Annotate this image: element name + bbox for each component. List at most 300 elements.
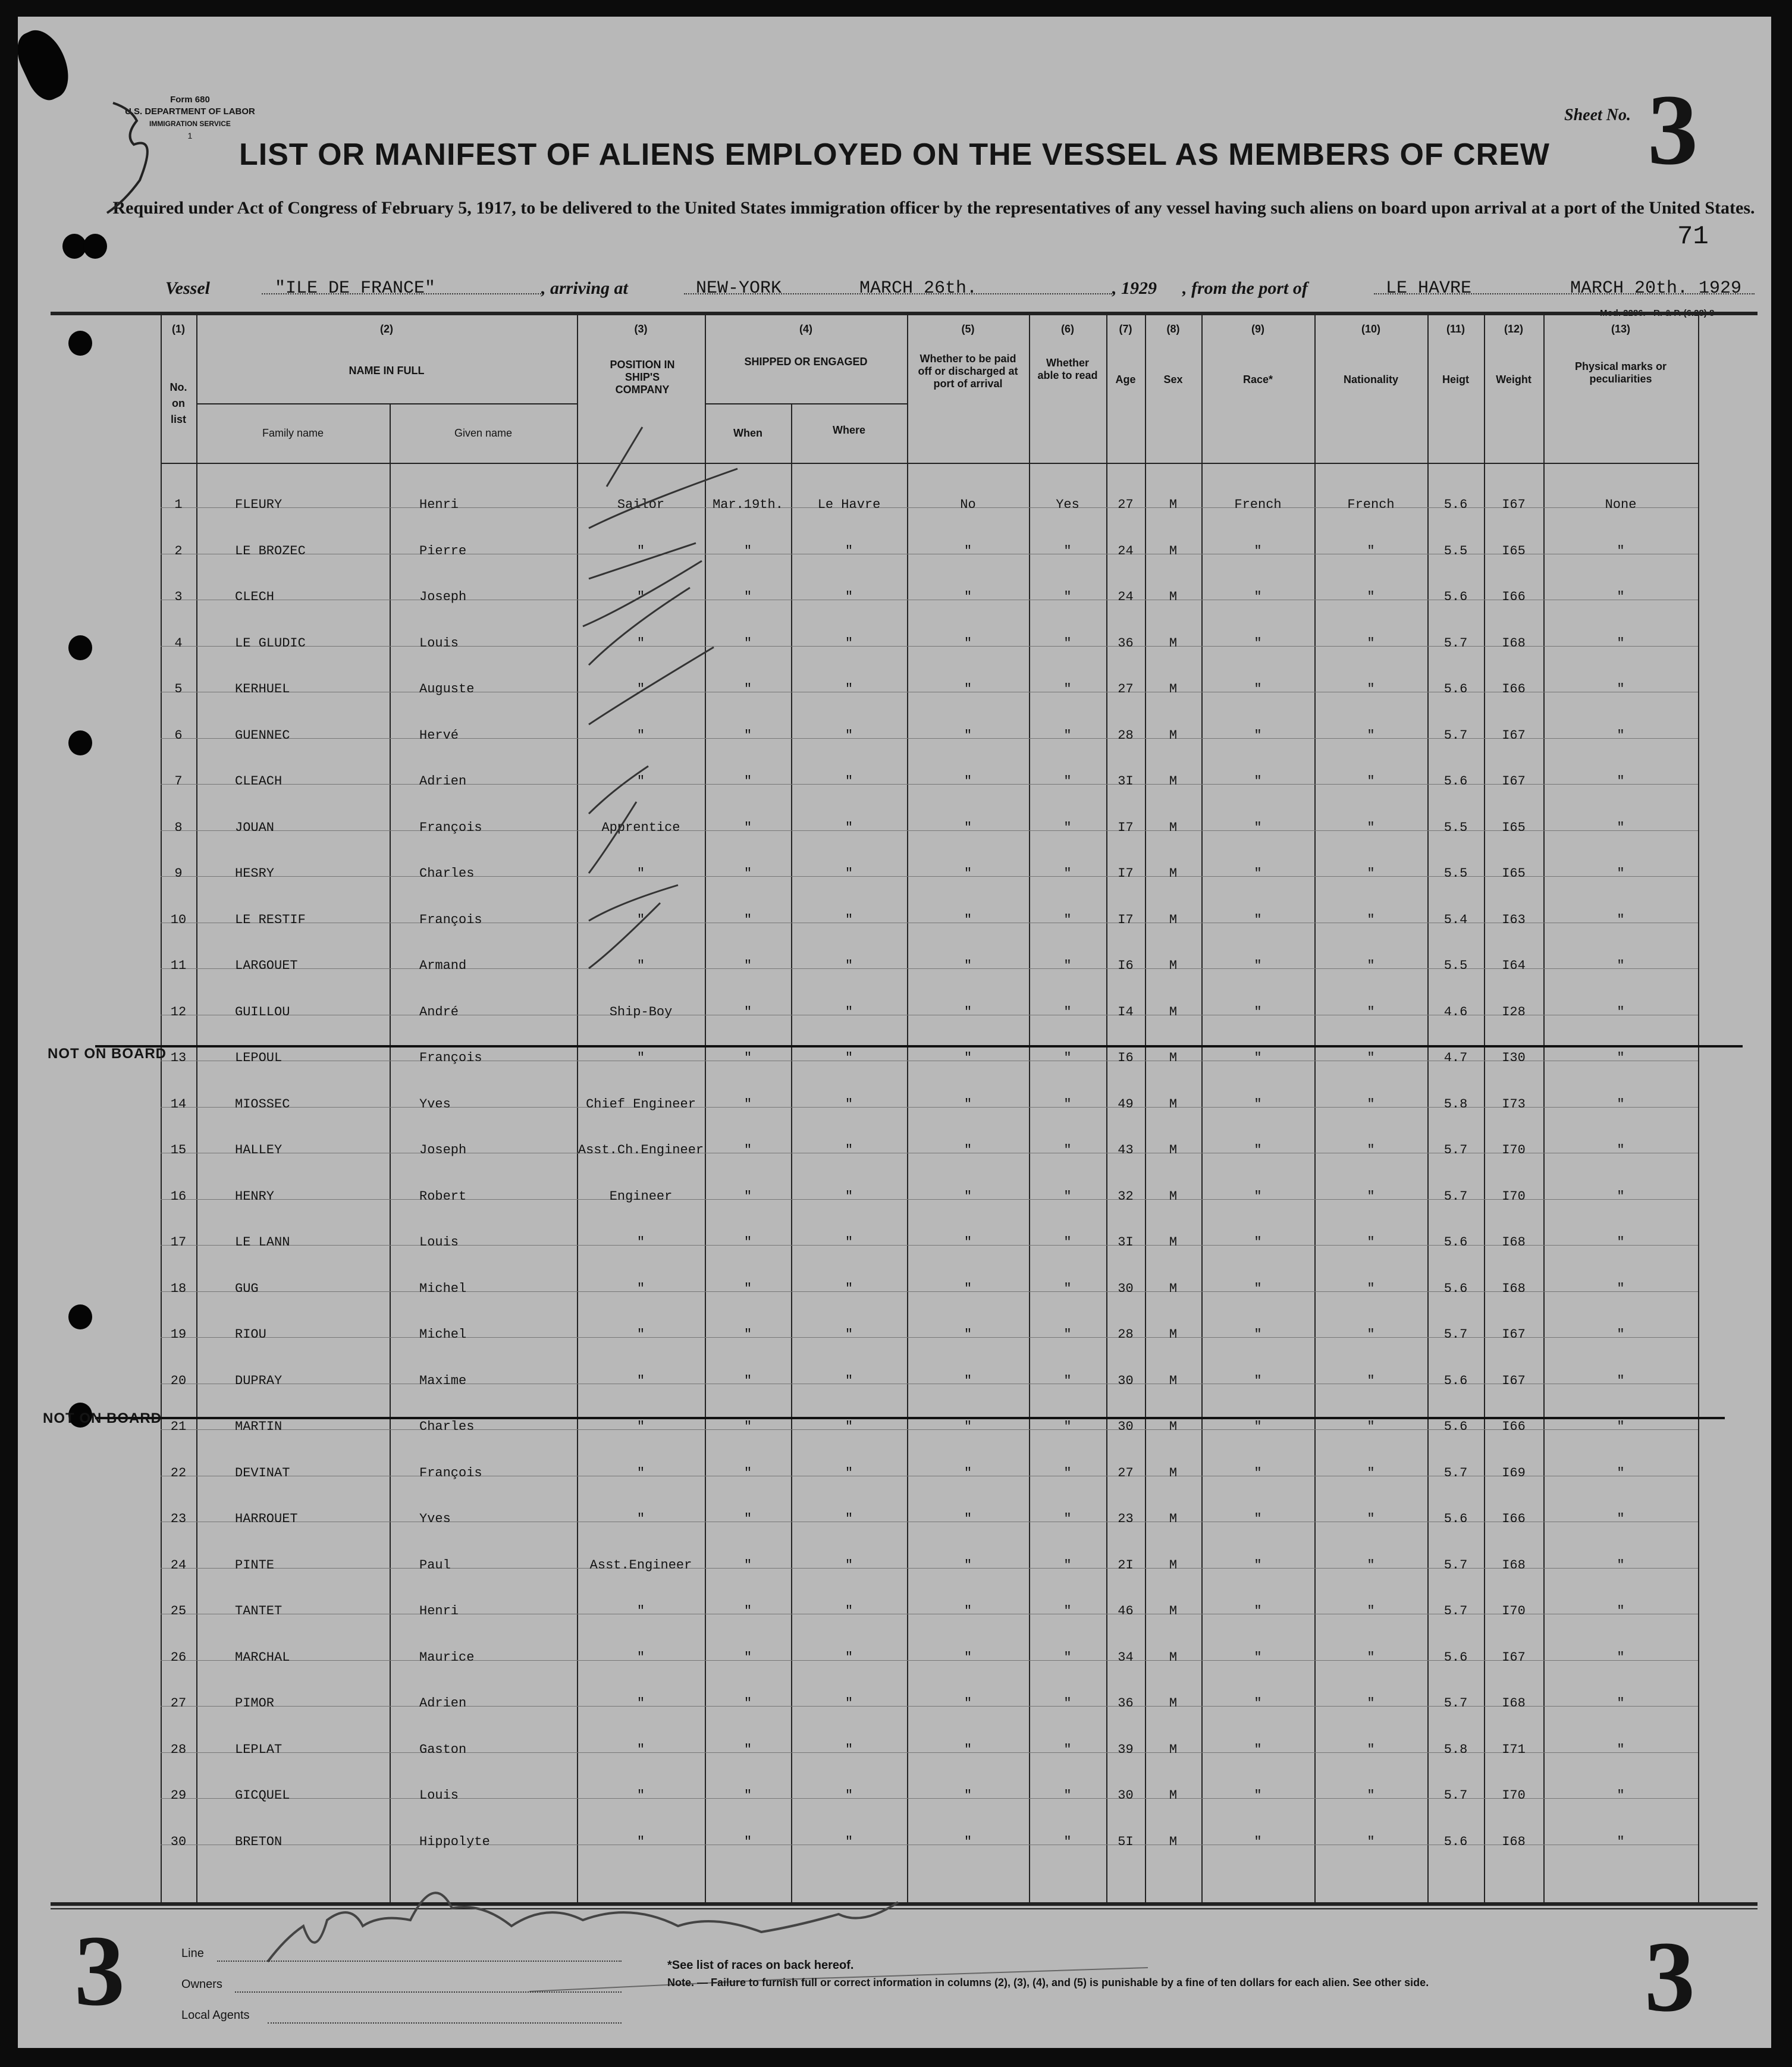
cell-physical-marks: ": [1617, 1511, 1625, 1526]
cell-height: 5.7: [1443, 728, 1468, 743]
cell-able-to-read: ": [1063, 1788, 1072, 1803]
col3-title: POSITION IN SHIP'S COMPANY: [610, 359, 675, 396]
cell-position: ": [636, 1235, 645, 1250]
cell-weight: I68: [1502, 1696, 1526, 1711]
cell-weight: I63: [1502, 912, 1526, 927]
cell-paid-off: ": [964, 1327, 972, 1342]
cell-physical-marks: ": [1617, 1604, 1625, 1619]
cell-weight: I70: [1502, 1604, 1526, 1619]
cell-sex: M: [1169, 866, 1178, 881]
cell-weight: I66: [1502, 682, 1526, 697]
cell-shipped-where: ": [845, 589, 853, 604]
cell-shipped-when: ": [743, 1373, 752, 1388]
cell-shipped-when: ": [743, 682, 752, 697]
cell-shipped-where: ": [845, 1650, 853, 1665]
service-name: IMMIGRATION SERVICE: [149, 120, 231, 128]
cell-row-number: 16: [170, 1189, 187, 1204]
cell-sex: M: [1169, 497, 1178, 512]
cell-height: 5.7: [1443, 1327, 1468, 1342]
cell-age: 39: [1118, 1742, 1134, 1757]
cell-shipped-where: ": [845, 728, 853, 743]
cell-shipped-when: ": [743, 1281, 752, 1296]
cell-age: I7: [1118, 820, 1134, 835]
cell-family-name: TANTET: [235, 1604, 283, 1619]
cell-shipped-when: ": [743, 1742, 752, 1757]
cell-shipped-where: ": [845, 544, 853, 559]
cell-weight: I67: [1502, 774, 1526, 789]
cell-given-name: André: [419, 1005, 459, 1020]
cell-row-number: 22: [170, 1466, 187, 1481]
cell-height: 5.6: [1443, 1419, 1468, 1434]
cell-nationality: ": [1367, 1373, 1375, 1388]
cell-physical-marks: ": [1617, 682, 1625, 697]
cell-shipped-where: ": [845, 1834, 853, 1849]
cell-position: ": [636, 544, 645, 559]
cell-position: ": [636, 1696, 645, 1711]
cell-nationality: ": [1367, 958, 1375, 973]
cell-age: 27: [1118, 497, 1134, 512]
cell-physical-marks: ": [1617, 1696, 1625, 1711]
cell-nationality: ": [1367, 682, 1375, 697]
cell-height: 5.6: [1443, 1650, 1468, 1665]
cell-height: 5.6: [1443, 1834, 1468, 1849]
cell-nationality: ": [1367, 1235, 1375, 1250]
cell-age: 30: [1118, 1373, 1134, 1388]
cell-height: 5.6: [1443, 1511, 1468, 1526]
cell-weight: I66: [1502, 1511, 1526, 1526]
cell-paid-off: ": [964, 728, 972, 743]
cell-paid-off: ": [964, 820, 972, 835]
cell-physical-marks: None: [1605, 497, 1637, 512]
cell-nationality: ": [1367, 1558, 1375, 1573]
cell-nationality: French: [1347, 497, 1395, 512]
cell-shipped-where: ": [845, 866, 853, 881]
col4-where-header: Where: [832, 424, 865, 436]
cell-position: Engineer: [609, 1189, 673, 1204]
cell-row-number: 30: [170, 1834, 187, 1849]
cell-physical-marks: ": [1617, 1466, 1625, 1481]
cell-position: ": [636, 1281, 645, 1296]
cell-position: ": [636, 682, 645, 697]
cell-given-name: Armand: [419, 958, 467, 973]
cell-shipped-when: ": [743, 1235, 752, 1250]
cell-age: 28: [1118, 1327, 1134, 1342]
cell-height: 5.7: [1443, 636, 1468, 651]
arrival-port: NEW-YORK: [696, 278, 782, 299]
cell-given-name: Charles: [419, 1419, 475, 1434]
cell-weight: I28: [1502, 1005, 1526, 1020]
cell-able-to-read: ": [1063, 636, 1072, 651]
cell-physical-marks: ": [1617, 636, 1625, 651]
cell-age: 30: [1118, 1788, 1134, 1803]
cell-nationality: ": [1367, 1143, 1375, 1158]
cell-row-number: 2: [174, 544, 183, 559]
cell-nationality: ": [1367, 728, 1375, 743]
cell-row-number: 23: [170, 1511, 187, 1526]
cell-shipped-when: ": [743, 1050, 752, 1065]
cell-height: 5.7: [1443, 1604, 1468, 1619]
cell-family-name: KERHUEL: [235, 682, 290, 697]
cell-age: 36: [1118, 636, 1134, 651]
cell-shipped-where: ": [845, 1327, 853, 1342]
cell-able-to-read: ": [1063, 1373, 1072, 1388]
cell-sex: M: [1169, 544, 1178, 559]
footer-owners-field: [235, 1991, 622, 1993]
arrival-year: , 1929: [1112, 278, 1157, 298]
cell-race: ": [1254, 682, 1262, 697]
cell-shipped-where: ": [845, 1696, 853, 1711]
cell-family-name: CLEACH: [235, 774, 283, 789]
cell-race: ": [1254, 1235, 1262, 1250]
cell-family-name: CLECH: [235, 589, 275, 604]
cell-shipped-when: ": [743, 820, 752, 835]
cell-age: 24: [1118, 544, 1134, 559]
cell-age: I6: [1118, 958, 1134, 973]
manifest-title: LIST OR MANIFEST OF ALIENS EMPLOYED ON THE VESSEL AS MEMBERS OF CREW: [239, 137, 1550, 172]
footer-line-field: [217, 1961, 622, 1962]
cell-family-name: RIOU: [235, 1327, 266, 1342]
stamped-number: 71: [1677, 222, 1709, 252]
cell-nationality: ": [1367, 866, 1375, 881]
cell-given-name: François: [419, 820, 482, 835]
cell-sex: M: [1169, 1235, 1178, 1250]
cell-nationality: ": [1367, 1788, 1375, 1803]
col10-number: (10): [1361, 323, 1380, 335]
cell-height: 5.7: [1443, 1189, 1468, 1204]
cell-age: 30: [1118, 1419, 1134, 1434]
cell-sex: M: [1169, 589, 1178, 604]
cell-shipped-when: ": [743, 728, 752, 743]
cell-shipped-where: ": [845, 1511, 853, 1526]
col2-family-header: Family name: [262, 427, 324, 439]
cell-race: ": [1254, 1005, 1262, 1020]
cell-shipped-where: ": [845, 958, 853, 973]
sheet-label: Sheet No.: [1564, 106, 1631, 124]
cell-race: ": [1254, 589, 1262, 604]
cell-nationality: ": [1367, 1097, 1375, 1112]
cell-shipped-where: ": [845, 1189, 853, 1204]
department-name: U.S. DEPARTMENT OF LABOR: [125, 106, 255, 117]
cell-race: ": [1254, 1788, 1262, 1803]
cell-shipped-when: ": [743, 1466, 752, 1481]
vessel-label: Vessel: [165, 278, 210, 298]
legal-requirement: Required under Act of Congress of February 5, 1917, to be delivered to the United States immigration officer by the representatives of any vessel having such aliens on board upon arrival at a port of the United States.: [112, 198, 1755, 218]
cell-family-name: DUPRAY: [235, 1373, 283, 1388]
cell-position: Sailor: [617, 497, 665, 512]
cell-height: 5.8: [1443, 1742, 1468, 1757]
cell-able-to-read: ": [1063, 1604, 1072, 1619]
cell-height: 5.7: [1443, 1558, 1468, 1573]
cell-family-name: PIMOR: [235, 1696, 275, 1711]
cell-family-name: LE GLUDIC: [235, 636, 306, 651]
cell-able-to-read: ": [1063, 589, 1072, 604]
cell-race: ": [1254, 1466, 1262, 1481]
cell-paid-off: ": [964, 636, 972, 651]
col13-number: (13): [1611, 323, 1630, 335]
cell-nationality: ": [1367, 1281, 1375, 1296]
cell-row-number: 15: [170, 1143, 187, 1158]
cell-shipped-where: ": [845, 636, 853, 651]
cell-paid-off: ": [964, 1419, 972, 1434]
cell-row-number: 29: [170, 1788, 187, 1803]
cell-age: 24: [1118, 589, 1134, 604]
cell-row-number: 18: [170, 1281, 187, 1296]
cell-family-name: LE BROZEC: [235, 544, 306, 559]
col9-title: Race*: [1242, 374, 1273, 385]
cell-given-name: Paul: [419, 1558, 451, 1573]
cell-paid-off: ": [964, 1466, 972, 1481]
cell-position: Asst.Engineer: [589, 1558, 692, 1573]
cell-age: 23: [1118, 1511, 1134, 1526]
cell-given-name: Auguste: [419, 682, 475, 697]
cell-family-name: LEPOUL: [235, 1050, 283, 1065]
cell-age: 32: [1118, 1189, 1134, 1204]
cell-nationality: ": [1367, 1189, 1375, 1204]
cell-able-to-read: ": [1063, 682, 1072, 697]
cell-weight: I67: [1502, 728, 1526, 743]
cell-position: Asst.Ch.Engineer: [578, 1143, 704, 1158]
cell-nationality: ": [1367, 1650, 1375, 1665]
cell-weight: I67: [1502, 497, 1526, 512]
cell-able-to-read: ": [1063, 1005, 1072, 1020]
cell-position: ": [636, 1788, 645, 1803]
departure-date: MARCH 20th. 1929: [1570, 278, 1742, 299]
cell-weight: I67: [1502, 1373, 1526, 1388]
cell-age: 46: [1118, 1604, 1134, 1619]
cell-race: ": [1254, 866, 1262, 881]
cell-sex: M: [1169, 774, 1178, 789]
cell-row-number: 21: [170, 1419, 187, 1434]
cell-physical-marks: ": [1617, 589, 1625, 604]
cell-paid-off: ": [964, 774, 972, 789]
cell-family-name: PINTE: [235, 1558, 275, 1573]
cell-position: ": [636, 1604, 645, 1619]
cell-shipped-where: ": [845, 1788, 853, 1803]
cell-paid-off: ": [964, 1189, 972, 1204]
cell-height: 5.6: [1443, 682, 1468, 697]
cell-position: Ship-Boy: [609, 1005, 673, 1020]
cell-family-name: GUILLOU: [235, 1005, 290, 1020]
cell-able-to-read: ": [1063, 820, 1072, 835]
form-number: Form 680: [170, 95, 210, 105]
cell-row-number: 17: [170, 1235, 187, 1250]
cell-row-number: 24: [170, 1558, 187, 1573]
cell-physical-marks: ": [1617, 958, 1625, 973]
cell-row-number: 11: [170, 958, 187, 973]
cell-given-name: Joseph: [419, 589, 467, 604]
cell-given-name: Henri: [419, 497, 459, 512]
cell-able-to-read: ": [1063, 1050, 1072, 1065]
col2-given-header: Given name: [454, 427, 513, 439]
cell-race: ": [1254, 1742, 1262, 1757]
cell-nationality: ": [1367, 1050, 1375, 1065]
cell-age: 5I: [1118, 1834, 1134, 1849]
cell-height: 5.6: [1443, 497, 1468, 512]
cell-sex: M: [1169, 1742, 1178, 1757]
cell-nationality: ": [1367, 1604, 1375, 1619]
cell-physical-marks: ": [1617, 1097, 1625, 1112]
cell-sex: M: [1169, 1558, 1178, 1573]
cell-sex: M: [1169, 1050, 1178, 1065]
cell-shipped-when: ": [743, 1604, 752, 1619]
cell-position: ": [636, 1511, 645, 1526]
cell-paid-off: ": [964, 1604, 972, 1619]
cell-position: ": [636, 1466, 645, 1481]
cell-position: ": [636, 958, 645, 973]
cell-position: ": [636, 589, 645, 604]
departure-port: LE HAVRE: [1386, 278, 1472, 299]
handwritten-signature: [268, 1893, 898, 1962]
tick-mark-strokes: [583, 427, 737, 968]
cell-shipped-when: ": [743, 912, 752, 927]
cell-family-name: LEPLAT: [235, 1742, 283, 1757]
cell-shipped-where: ": [845, 1558, 853, 1573]
cell-sex: M: [1169, 1097, 1178, 1112]
cell-shipped-where: ": [845, 1373, 853, 1388]
cell-sex: M: [1169, 1143, 1178, 1158]
cell-sex: M: [1169, 1327, 1178, 1342]
cell-sex: M: [1169, 1511, 1178, 1526]
footer-sheet-number-right: 3: [1645, 1921, 1695, 2033]
cell-position: ": [636, 866, 645, 881]
cell-age: I4: [1118, 1005, 1134, 1020]
col4-when-header: When: [733, 427, 762, 439]
cell-paid-off: ": [964, 1834, 972, 1849]
cell-shipped-where: ": [845, 774, 853, 789]
manifest-page: [18, 17, 1771, 2048]
cell-given-name: Michel: [419, 1281, 467, 1296]
col10-title: Nationality: [1343, 374, 1398, 385]
col2-number: (2): [380, 323, 393, 335]
cell-family-name: LE LANN: [235, 1235, 290, 1250]
cell-paid-off: ": [964, 1005, 972, 1020]
cell-given-name: Hervé: [419, 728, 459, 743]
cell-given-name: François: [419, 912, 482, 927]
cell-physical-marks: ": [1617, 774, 1625, 789]
cell-height: 5.5: [1443, 958, 1468, 973]
cell-height: 5.8: [1443, 1097, 1468, 1112]
cell-paid-off: ": [964, 1742, 972, 1757]
footer-line-label: Line: [181, 1947, 204, 1960]
cell-sex: M: [1169, 912, 1178, 927]
cell-shipped-where: ": [845, 1604, 853, 1619]
cell-paid-off: ": [964, 1235, 972, 1250]
cell-given-name: Adrien: [419, 1696, 467, 1711]
cell-nationality: ": [1367, 589, 1375, 604]
footer-agents-label: Local Agents: [181, 2009, 250, 2022]
cell-row-number: 19: [170, 1327, 187, 1342]
cell-weight: I68: [1502, 1558, 1526, 1573]
cell-physical-marks: ": [1617, 866, 1625, 881]
cell-shipped-when: ": [743, 1143, 752, 1158]
cell-family-name: LARGOUET: [235, 958, 298, 973]
cell-sex: M: [1169, 1373, 1178, 1388]
cell-able-to-read: ": [1063, 1696, 1072, 1711]
form-mark: 1: [187, 131, 193, 140]
cell-race: ": [1254, 636, 1262, 651]
cell-shipped-where: ": [845, 1466, 853, 1481]
cell-sex: M: [1169, 728, 1178, 743]
cell-shipped-when: ": [743, 1511, 752, 1526]
cell-sex: M: [1169, 958, 1178, 973]
cell-height: 4.7: [1443, 1050, 1468, 1065]
col12-number: (12): [1504, 323, 1523, 335]
cell-race: ": [1254, 1189, 1262, 1204]
cell-sex: M: [1169, 636, 1178, 651]
cell-shipped-when: ": [743, 1419, 752, 1434]
cell-family-name: MARTIN: [235, 1419, 283, 1434]
cell-height: 5.6: [1443, 1235, 1468, 1250]
cell-able-to-read: ": [1063, 1327, 1072, 1342]
cell-paid-off: ": [964, 1097, 972, 1112]
cell-position: ": [636, 636, 645, 651]
cell-nationality: ": [1367, 1327, 1375, 1342]
cell-shipped-when: ": [743, 1834, 752, 1849]
cell-row-number: 7: [174, 774, 183, 789]
cell-able-to-read: ": [1063, 774, 1072, 789]
cell-physical-marks: ": [1617, 1419, 1625, 1434]
cell-weight: I71: [1502, 1742, 1526, 1757]
cell-given-name: Adrien: [419, 774, 467, 789]
cell-age: 27: [1118, 1466, 1134, 1481]
cell-row-number: 26: [170, 1650, 187, 1665]
cell-age: 34: [1118, 1650, 1134, 1665]
cell-row-number: 13: [170, 1050, 187, 1065]
cell-age: 28: [1118, 728, 1134, 743]
cell-given-name: Charles: [419, 866, 475, 881]
cell-weight: I65: [1502, 866, 1526, 881]
arrival-date: MARCH 26th.: [859, 278, 978, 299]
cell-shipped-when: ": [743, 1696, 752, 1711]
cell-able-to-read: ": [1063, 1281, 1072, 1296]
cell-able-to-read: ": [1063, 1466, 1072, 1481]
col5-number: (5): [961, 323, 975, 335]
col1-title: No. on list: [170, 381, 187, 425]
cell-shipped-when: ": [743, 1005, 752, 1020]
cell-height: 5.7: [1443, 1143, 1468, 1158]
cell-row-number: 5: [174, 682, 183, 697]
cell-physical-marks: ": [1617, 1005, 1625, 1020]
cell-race: ": [1254, 1511, 1262, 1526]
cell-shipped-when: ": [743, 1788, 752, 1803]
margin-scribble: [107, 103, 147, 213]
cell-sex: M: [1169, 820, 1178, 835]
vessel-name: "ILE DE FRANCE": [275, 278, 436, 299]
cell-race: ": [1254, 1834, 1262, 1849]
cell-physical-marks: ": [1617, 1788, 1625, 1803]
cell-paid-off: ": [964, 1558, 972, 1573]
cell-shipped-when: ": [743, 1097, 752, 1112]
cell-sex: M: [1169, 1604, 1178, 1619]
cell-paid-off: ": [964, 958, 972, 973]
cell-weight: I67: [1502, 1650, 1526, 1665]
cell-nationality: ": [1367, 1742, 1375, 1757]
cell-able-to-read: ": [1063, 1511, 1072, 1526]
cell-weight: I30: [1502, 1050, 1526, 1065]
cell-height: 5.7: [1443, 1696, 1468, 1711]
cell-given-name: Louis: [419, 1788, 459, 1803]
cell-family-name: MIOSSEC: [235, 1097, 290, 1112]
cell-height: 5.6: [1443, 589, 1468, 604]
cell-nationality: ": [1367, 1834, 1375, 1849]
cell-physical-marks: ": [1617, 1050, 1625, 1065]
col4-title: SHIPPED OR ENGAGED: [744, 356, 868, 368]
col6-title: Whether able to read: [1037, 357, 1098, 381]
cell-position: Chief Engineer: [586, 1097, 696, 1112]
cell-row-number: 12: [170, 1005, 187, 1020]
cell-weight: I66: [1502, 1419, 1526, 1434]
cell-shipped-where: ": [845, 1281, 853, 1296]
